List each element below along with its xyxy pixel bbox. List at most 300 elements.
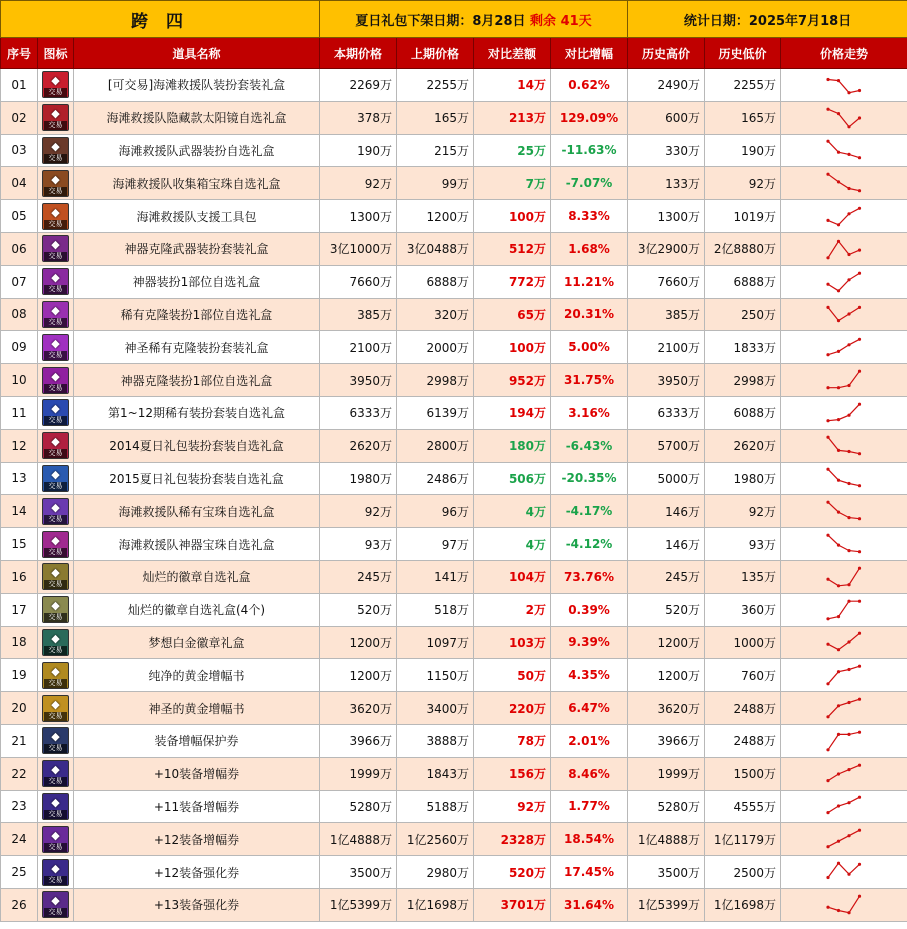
item-icon-glyph: ◆ [51, 861, 60, 875]
trend-point [858, 306, 861, 309]
trend-point [837, 240, 840, 243]
trend-point [847, 911, 850, 914]
col-header-previous-price: 上期价格 [397, 38, 474, 69]
trend-point [826, 386, 829, 389]
item-icon [42, 498, 69, 525]
item-icon-glyph: ◆ [51, 402, 60, 416]
history-high: 5700万 [628, 429, 705, 462]
trend-point [847, 802, 850, 805]
history-high: 2490万 [628, 69, 705, 102]
price-change-pct: 0.62% [551, 69, 628, 102]
trade-tag: 交易 [44, 548, 67, 557]
trade-tag: 交易 [44, 482, 67, 491]
trend-point [858, 698, 861, 701]
trend-line [828, 666, 860, 684]
trend-point [837, 319, 840, 322]
price-trend [781, 69, 907, 102]
trend-line [828, 241, 860, 257]
price-trend [781, 101, 907, 134]
trend-point [837, 181, 840, 184]
item-name: +12装备增幅券 [74, 823, 320, 856]
row-number: 17 [1, 593, 38, 626]
current-price: 6333万 [320, 396, 397, 429]
price-trend [781, 232, 907, 265]
trend-sparkline [824, 137, 864, 163]
trend-sparkline [824, 72, 864, 98]
row-number: 06 [1, 232, 38, 265]
previous-price: 3888万 [397, 724, 474, 757]
trend-point [847, 549, 850, 552]
col-header-diff: 对比差额 [474, 38, 551, 69]
trend-point [826, 435, 829, 438]
price-trend [781, 429, 907, 462]
item-icon [42, 629, 69, 656]
history-low: 6088万 [705, 396, 781, 429]
item-icon [42, 301, 69, 328]
previous-price: 1843万 [397, 757, 474, 790]
current-price: 5280万 [320, 790, 397, 823]
previous-price: 97万 [397, 528, 474, 561]
trend-sparkline [824, 334, 864, 360]
trend-line [828, 308, 860, 321]
trend-point [858, 402, 861, 405]
trend-point [858, 452, 861, 455]
item-icon-glyph: ◆ [51, 303, 60, 317]
trend-point [858, 189, 861, 192]
stat-date: 统计日期：2025年7月18日 [628, 1, 907, 38]
trend-point [837, 418, 840, 421]
trend-point [837, 615, 840, 618]
current-price: 1亿4888万 [320, 823, 397, 856]
history-high: 1999万 [628, 757, 705, 790]
price-change-pct: 17.45% [551, 856, 628, 889]
item-name: 神圣稀有克隆装扮套装礼盒 [74, 331, 320, 364]
item-icon-glyph: ◆ [51, 566, 60, 580]
history-low: 92万 [705, 167, 781, 200]
trend-point [826, 107, 829, 110]
item-name: 海滩救援队稀有宝珠自选礼盒 [74, 495, 320, 528]
previous-price: 2255万 [397, 69, 474, 102]
previous-price: 3亿0488万 [397, 232, 474, 265]
item-name: 海滩救援队收集箱宝珠自选礼盒 [74, 167, 320, 200]
price-change-pct: -7.07% [551, 167, 628, 200]
trend-sparkline [824, 629, 864, 655]
price-change-pct: 129.09% [551, 101, 628, 134]
price-trend [781, 757, 907, 790]
price-change-pct: 18.54% [551, 823, 628, 856]
row-number: 18 [1, 626, 38, 659]
trend-point [858, 599, 861, 602]
trend-line [828, 142, 860, 159]
history-high: 245万 [628, 560, 705, 593]
row-number: 04 [1, 167, 38, 200]
trend-point [837, 772, 840, 775]
trend-point [858, 863, 861, 866]
item-name: 稀有克隆装扮1部位自选礼盒 [74, 298, 320, 331]
item-icon [42, 531, 69, 558]
item-icon [42, 399, 69, 426]
history-low: 2998万 [705, 364, 781, 397]
current-price: 2269万 [320, 69, 397, 102]
trade-tag: 交易 [44, 744, 67, 753]
row-number: 03 [1, 134, 38, 167]
item-icon-glyph: ◆ [51, 369, 60, 383]
price-diff: 220万 [474, 692, 551, 725]
table-row [1, 232, 907, 265]
price-change-pct: 11.21% [551, 265, 628, 298]
item-name: +12装备强化券 [74, 856, 320, 889]
trend-point [826, 419, 829, 422]
trend-point [847, 482, 850, 485]
previous-price: 6888万 [397, 265, 474, 298]
trend-point [858, 796, 861, 799]
trend-sparkline [824, 465, 864, 491]
trend-line [828, 535, 860, 552]
price-diff: 14万 [474, 69, 551, 102]
trend-point [837, 862, 840, 865]
history-low: 6888万 [705, 265, 781, 298]
item-name: 装备增幅保护券 [74, 724, 320, 757]
trade-tag: 交易 [44, 843, 67, 852]
item-icon [42, 367, 69, 394]
trend-point [847, 413, 850, 416]
price-diff: 78万 [474, 724, 551, 757]
price-diff: 103万 [474, 626, 551, 659]
item-icon [42, 334, 69, 361]
history-low: 2488万 [705, 692, 781, 725]
price-trend [781, 724, 907, 757]
current-price: 1999万 [320, 757, 397, 790]
previous-price: 1200万 [397, 200, 474, 233]
previous-price: 3400万 [397, 692, 474, 725]
price-change-pct: 73.76% [551, 560, 628, 593]
table-row [1, 265, 907, 298]
trend-line [828, 340, 860, 355]
trend-point [837, 511, 840, 514]
price-trend [781, 856, 907, 889]
trend-point [858, 157, 861, 160]
row-number: 01 [1, 69, 38, 102]
price-diff: 65万 [474, 298, 551, 331]
current-price: 93万 [320, 528, 397, 561]
trend-point [858, 632, 861, 635]
title-bar [1, 1, 907, 38]
col-header-current-price: 本期价格 [320, 38, 397, 69]
history-high: 3500万 [628, 856, 705, 889]
table-row [1, 823, 907, 856]
price-change-pct: 31.64% [551, 888, 628, 921]
trend-point [847, 91, 850, 94]
price-trend [781, 692, 907, 725]
history-low: 2620万 [705, 429, 781, 462]
trend-point [847, 450, 850, 453]
item-name: 神圣的黄金增幅书 [74, 692, 320, 725]
trend-point [858, 89, 861, 92]
item-name: 2014夏日礼包装扮套装自选礼盒 [74, 429, 320, 462]
price-diff: 7万 [474, 167, 551, 200]
price-change-pct: -11.63% [551, 134, 628, 167]
item-icon-glyph: ◆ [51, 271, 60, 285]
price-trend [781, 134, 907, 167]
trend-point [847, 668, 850, 671]
table-row [1, 888, 907, 921]
price-diff: 952万 [474, 364, 551, 397]
trend-point [837, 386, 840, 389]
trend-point [847, 834, 850, 837]
table-row [1, 790, 907, 823]
row-number: 02 [1, 101, 38, 134]
table-row [1, 396, 907, 429]
row-number: 26 [1, 888, 38, 921]
history-low: 360万 [705, 593, 781, 626]
trend-line [828, 502, 860, 519]
trend-sparkline [824, 793, 864, 819]
price-change-pct: -20.35% [551, 462, 628, 495]
history-low: 2255万 [705, 69, 781, 102]
trend-point [847, 253, 850, 256]
item-icon-glyph: ◆ [51, 763, 60, 777]
price-change-pct: 8.33% [551, 200, 628, 233]
table-row [1, 134, 907, 167]
price-trend [781, 626, 907, 659]
row-number: 13 [1, 462, 38, 495]
trend-point [847, 343, 850, 346]
trend-point [847, 384, 850, 387]
remaining-days: 剩余 41天 [530, 13, 592, 29]
trend-point [847, 733, 850, 736]
current-price: 92万 [320, 167, 397, 200]
history-high: 385万 [628, 298, 705, 331]
current-price: 1980万 [320, 462, 397, 495]
trend-sparkline [824, 433, 864, 459]
history-low: 1亿1698万 [705, 888, 781, 921]
history-high: 1200万 [628, 626, 705, 659]
trend-line [828, 79, 860, 92]
trend-sparkline [824, 498, 864, 524]
trend-point [826, 779, 829, 782]
trend-point [858, 485, 861, 488]
col-header-name: 道具名称 [74, 38, 320, 69]
item-icon-glyph: ◆ [51, 828, 60, 842]
price-change-pct: 0.39% [551, 593, 628, 626]
previous-price: 96万 [397, 495, 474, 528]
trend-sparkline [824, 170, 864, 196]
row-number: 24 [1, 823, 38, 856]
price-change-pct: 31.75% [551, 364, 628, 397]
col-header-change-pct: 对比增幅 [551, 38, 628, 69]
item-name: 2015夏日礼包装扮套装自选礼盒 [74, 462, 320, 495]
price-trend [781, 396, 907, 429]
price-change-pct: -4.12% [551, 528, 628, 561]
trend-line [828, 601, 860, 619]
trend-point [826, 256, 829, 259]
trend-point [826, 617, 829, 620]
trend-point [858, 550, 861, 553]
price-diff: 100万 [474, 331, 551, 364]
trend-point [826, 140, 829, 143]
item-name: 海滩救援队神器宝珠自选礼盒 [74, 528, 320, 561]
item-name: +13装备强化券 [74, 888, 320, 921]
item-icon-glyph: ◆ [51, 599, 60, 613]
previous-price: 1亿2560万 [397, 823, 474, 856]
history-low: 4555万 [705, 790, 781, 823]
item-name: 灿烂的徽章自选礼盒 [74, 560, 320, 593]
trend-point [826, 876, 829, 879]
col-header-icon: 图标 [38, 38, 74, 69]
col-header-no: 序号 [1, 38, 38, 69]
table-row [1, 757, 907, 790]
trend-point [826, 905, 829, 908]
item-icon-glyph: ◆ [51, 435, 60, 449]
item-icon [42, 662, 69, 689]
col-header-history-low: 历史低价 [705, 38, 781, 69]
item-icon [42, 859, 69, 886]
item-name: 神器克隆武器装扮套装礼盒 [74, 232, 320, 265]
trade-tag: 交易 [44, 384, 67, 393]
trade-tag: 交易 [44, 88, 67, 97]
current-price: 3亿1000万 [320, 232, 397, 265]
item-icon [42, 727, 69, 754]
item-icon-glyph: ◆ [51, 631, 60, 645]
price-trend [781, 462, 907, 495]
history-low: 190万 [705, 134, 781, 167]
price-trend [781, 528, 907, 561]
previous-price: 2486万 [397, 462, 474, 495]
history-low: 1980万 [705, 462, 781, 495]
trade-tag: 交易 [44, 187, 67, 196]
trend-line [828, 437, 860, 454]
trend-sparkline [824, 367, 864, 393]
previous-price: 215万 [397, 134, 474, 167]
trade-tag: 交易 [44, 318, 67, 327]
current-price: 378万 [320, 101, 397, 134]
trend-line [828, 208, 860, 225]
history-high: 5280万 [628, 790, 705, 823]
current-price: 92万 [320, 495, 397, 528]
price-change-pct: 4.35% [551, 659, 628, 692]
trend-point [826, 306, 829, 309]
price-trend [781, 560, 907, 593]
price-diff: 25万 [474, 134, 551, 167]
trend-point [837, 112, 840, 115]
price-diff: 194万 [474, 396, 551, 429]
current-price: 7660万 [320, 265, 397, 298]
previous-price: 2800万 [397, 429, 474, 462]
trend-line [828, 765, 860, 780]
table-row [1, 856, 907, 889]
price-diff: 4万 [474, 528, 551, 561]
trend-point [847, 599, 850, 602]
history-low: 92万 [705, 495, 781, 528]
trade-tag: 交易 [44, 646, 67, 655]
history-high: 520万 [628, 593, 705, 626]
trend-point [837, 479, 840, 482]
item-icon-glyph: ◆ [51, 894, 60, 908]
trade-tag: 交易 [44, 613, 67, 622]
trend-point [847, 187, 850, 190]
trend-sparkline [824, 761, 864, 787]
history-low: 2亿8880万 [705, 232, 781, 265]
row-number: 22 [1, 757, 38, 790]
history-low: 93万 [705, 528, 781, 561]
trend-point [858, 730, 861, 733]
item-icon [42, 695, 69, 722]
previous-price: 6139万 [397, 396, 474, 429]
table-row [1, 659, 907, 692]
history-high: 330万 [628, 134, 705, 167]
col-header-trend: 价格走势 [781, 38, 907, 69]
item-name: 神器克隆装扮1部位自选礼盒 [74, 364, 320, 397]
current-price: 3500万 [320, 856, 397, 889]
item-icon [42, 203, 69, 230]
trend-point [826, 682, 829, 685]
row-number: 10 [1, 364, 38, 397]
price-change-pct: -4.17% [551, 495, 628, 528]
trend-point [837, 909, 840, 912]
trend-point [826, 501, 829, 504]
trend-sparkline [824, 301, 864, 327]
item-name: 灿烂的徽章自选礼盒(4个) [74, 593, 320, 626]
trend-point [858, 271, 861, 274]
trade-tag: 交易 [44, 810, 67, 819]
history-low: 135万 [705, 560, 781, 593]
current-price: 3966万 [320, 724, 397, 757]
trend-point [837, 840, 840, 843]
table-row [1, 692, 907, 725]
price-change-pct: 1.68% [551, 232, 628, 265]
item-icon [42, 596, 69, 623]
price-diff: 213万 [474, 101, 551, 134]
price-trend [781, 331, 907, 364]
price-diff: 100万 [474, 200, 551, 233]
trend-point [826, 78, 829, 81]
history-low: 165万 [705, 101, 781, 134]
trend-point [858, 829, 861, 832]
item-icon-glyph: ◆ [51, 205, 60, 219]
trend-point [858, 207, 861, 210]
trend-point [847, 313, 850, 316]
table-row [1, 495, 907, 528]
trend-point [826, 282, 829, 285]
history-low: 1500万 [705, 757, 781, 790]
trend-point [847, 641, 850, 644]
price-diff: 2328万 [474, 823, 551, 856]
previous-price: 2980万 [397, 856, 474, 889]
region-title: 跨 四 [1, 1, 320, 38]
current-price: 190万 [320, 134, 397, 167]
item-name: 梦想白金徽章礼盒 [74, 626, 320, 659]
trend-line [828, 732, 860, 750]
item-name: 纯净的黄金增幅书 [74, 659, 320, 692]
history-high: 2100万 [628, 331, 705, 364]
previous-price: 320万 [397, 298, 474, 331]
price-change-pct: 9.39% [551, 626, 628, 659]
price-change-pct: 20.31% [551, 298, 628, 331]
history-high: 3亿2900万 [628, 232, 705, 265]
item-name: 海滩救援队隐藏款太阳镜自选礼盒 [74, 101, 320, 134]
price-trend [781, 790, 907, 823]
table-row [1, 528, 907, 561]
item-icon-glyph: ◆ [51, 172, 60, 186]
item-icon [42, 465, 69, 492]
current-price: 520万 [320, 593, 397, 626]
trend-point [826, 845, 829, 848]
trend-point [826, 811, 829, 814]
current-price: 385万 [320, 298, 397, 331]
trend-point [837, 670, 840, 673]
table-body [1, 69, 907, 922]
trend-point [837, 704, 840, 707]
